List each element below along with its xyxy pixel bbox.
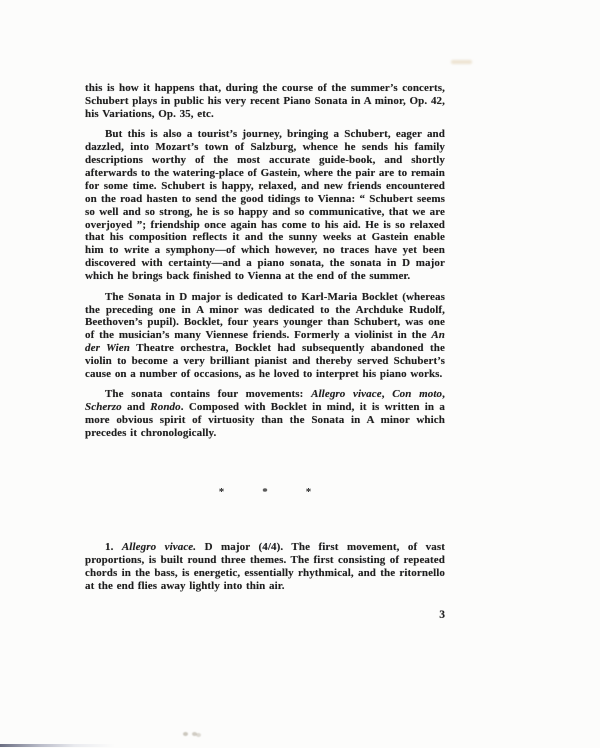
section-separator	[85, 486, 445, 499]
asterisk: *	[218, 486, 225, 499]
paragraph-continuation: this is how it happens that, during the course of the summer’s concerts, Schubert plays in public his very recent Piano Sonata in A minor, Op. 42, his Variations, Op. 35, etc.	[85, 82, 445, 120]
paragraph-allegro-vivace-analysis: 1. Allegro vivace. D major (4/4). The first movement, of vast proportions, is built round three themes. The first consisting of repeated chords in the bass, is energetic, essentially rhythmical, and the ritornello at the end flies away lightly into thin air.	[85, 541, 446, 592]
scan-edge-artifact	[0, 744, 115, 747]
text-column	[85, 82, 445, 622]
page-number: 3	[439, 608, 445, 621]
paragraph-tourists-journey: But this is also a tourist’s journey, bringing a Schubert, eager and dazzled, into Mozart’s town of Salzburg, whence he sends his family descriptions worthy of the most accurate guide-book, and shortly afterwards to the watering-place of Gastein, where the pair are to remain for some time. Schubert is happy, relaxed, and new friends encountered on the road hasten to send the good tidings to Vienna: “ Schubert seems so well and so strong, he is so happy and so communicative, that we are overjoyed ”; friendship once again has come to his aid. He is so relaxed that his composition reflects it and the sunny weeks at Gastein enable him to write a symphony—of which however, no traces have yet been discovered with certainty—and a piano sonata, the sonata in D major which he brings back finished to Vienna at the end of the summer.	[85, 128, 445, 283]
paragraph-dedication-bocklet: The Sonata in D major is dedicated to Karl-Maria Bocklet (whereas the preceding one in A minor was dedicated to the Archduke Rudolf, Beethoven’s pupil). Bocklet, four years younger than Schubert, was one of the musician’s many Viennese friends. Formerly a violinist in the An der Wien Theatre orchestra, Bocklet had subsequently abandoned the violin to become a very brilliant pianist and thereby served Schubert’s cause on a number of occasions, as he loved to interpret his piano works.	[85, 290, 445, 381]
scan-speck-artifact	[451, 60, 472, 64]
asterisk: *	[305, 486, 312, 499]
scan-smudge-artifact	[183, 732, 188, 736]
paragraph-four-movements: The sonata contains four movements: Allegro vivace, Con moto, Scherzo and Rondo. Composed with Bocklet in mind, it is written in a more obvious spirit of virtuosity than the Sonata in A minor which precedes it chronologically.	[85, 388, 445, 440]
asterisk: *	[262, 486, 268, 499]
